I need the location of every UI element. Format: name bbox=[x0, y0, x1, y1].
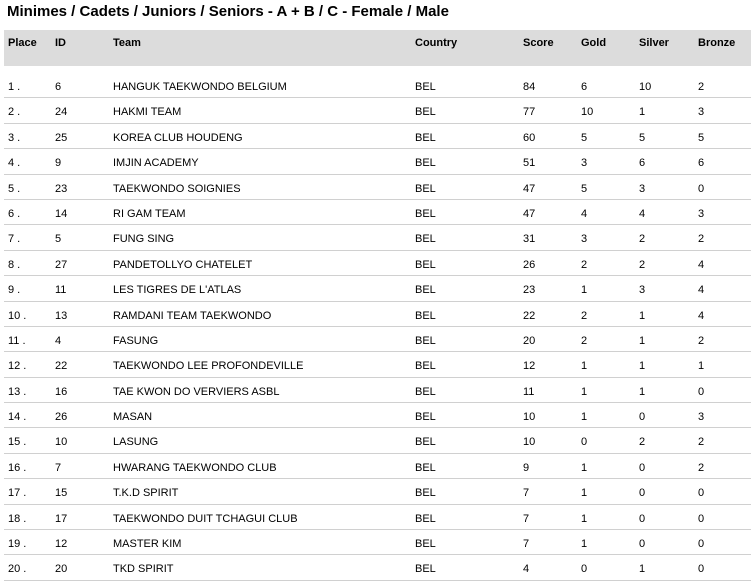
table-row bbox=[4, 149, 751, 174]
cell-place: 19 . bbox=[8, 538, 27, 551]
column-header-bronze: Bronze bbox=[698, 37, 736, 49]
table-row bbox=[4, 98, 751, 123]
cell-bronze: 2 bbox=[698, 233, 705, 246]
cell-score: 7 bbox=[523, 512, 530, 525]
cell-score: 20 bbox=[523, 334, 536, 347]
cell-country: BEL bbox=[415, 258, 436, 271]
cell-place: 10 . bbox=[8, 309, 27, 322]
table-row bbox=[4, 225, 751, 250]
cell-country: BEL bbox=[415, 207, 436, 220]
table-row bbox=[4, 505, 751, 530]
cell-silver: 1 bbox=[639, 563, 646, 576]
cell-bronze: 3 bbox=[698, 106, 705, 119]
cell-silver: 0 bbox=[639, 538, 646, 551]
cell-bronze: 5 bbox=[698, 131, 705, 144]
cell-silver: 1 bbox=[639, 360, 646, 373]
cell-country: BEL bbox=[415, 538, 436, 551]
cell-silver: 0 bbox=[639, 461, 646, 474]
cell-id: 11 bbox=[55, 284, 67, 297]
cell-country: BEL bbox=[415, 131, 436, 144]
cell-country: BEL bbox=[415, 309, 436, 322]
cell-score: 22 bbox=[523, 309, 536, 322]
cell-country: BEL bbox=[415, 436, 436, 449]
cell-id: 4 bbox=[55, 334, 62, 347]
cell-team: HANGUK TAEKWONDO BELGIUM bbox=[113, 81, 287, 93]
table-row bbox=[4, 428, 751, 453]
cell-silver: 4 bbox=[639, 207, 646, 220]
cell-country: BEL bbox=[415, 81, 436, 93]
table-row bbox=[4, 327, 751, 352]
cell-bronze: 1 bbox=[698, 360, 705, 373]
cell-place: 1 . bbox=[8, 81, 21, 93]
cell-country: BEL bbox=[415, 487, 436, 500]
cell-bronze: 6 bbox=[698, 157, 705, 170]
table-row bbox=[4, 352, 751, 377]
cell-gold: 2 bbox=[581, 309, 588, 322]
cell-team: FASUNG bbox=[113, 334, 159, 347]
cell-team: LASUNG bbox=[113, 436, 159, 449]
cell-place: 17 . bbox=[8, 487, 27, 500]
cell-team: RI GAM TEAM bbox=[113, 207, 186, 220]
cell-place: 6 . bbox=[8, 207, 21, 220]
cell-score: 12 bbox=[523, 360, 536, 373]
table-row bbox=[4, 378, 751, 403]
cell-country: BEL bbox=[415, 512, 436, 525]
cell-place: 4 . bbox=[8, 157, 21, 170]
column-header-gold: Gold bbox=[581, 37, 607, 49]
cell-team: PANDETOLLYO CHATELET bbox=[113, 258, 253, 271]
table-row bbox=[4, 175, 751, 200]
page-title: Minimes / Cadets / Juniors / Seniors - A + B / C - Female / Male bbox=[7, 3, 449, 20]
cell-id: 20 bbox=[55, 563, 68, 576]
cell-team: IMJIN ACADEMY bbox=[113, 157, 199, 170]
cell-country: BEL bbox=[415, 284, 436, 297]
column-header-score: Score bbox=[523, 37, 554, 49]
cell-country: BEL bbox=[415, 182, 436, 195]
cell-place: 18 . bbox=[8, 512, 27, 525]
table-row bbox=[4, 454, 751, 479]
cell-silver: 2 bbox=[639, 436, 646, 449]
cell-country: BEL bbox=[415, 411, 436, 424]
cell-score: 23 bbox=[523, 284, 536, 297]
cell-bronze: 4 bbox=[698, 309, 705, 322]
cell-gold: 1 bbox=[581, 512, 588, 525]
table-header bbox=[4, 30, 751, 66]
cell-place: 7 . bbox=[8, 233, 21, 246]
cell-gold: 1 bbox=[581, 411, 588, 424]
cell-score: 51 bbox=[523, 157, 536, 170]
cell-silver: 6 bbox=[639, 157, 646, 170]
cell-score: 26 bbox=[523, 258, 536, 271]
cell-place: 15 . bbox=[8, 436, 27, 449]
cell-score: 11 bbox=[523, 385, 535, 398]
cell-country: BEL bbox=[415, 334, 436, 347]
column-header-id: ID bbox=[55, 37, 66, 49]
cell-bronze: 4 bbox=[698, 284, 705, 297]
cell-team: TAEKWONDO LEE PROFONDEVILLE bbox=[113, 360, 304, 373]
cell-gold: 6 bbox=[581, 81, 588, 93]
cell-gold: 3 bbox=[581, 157, 588, 170]
cell-score: 31 bbox=[523, 233, 536, 246]
column-header-silver: Silver bbox=[639, 37, 669, 49]
table-row bbox=[4, 73, 751, 98]
cell-id: 27 bbox=[55, 258, 68, 271]
cell-team: TKD SPIRIT bbox=[113, 563, 174, 576]
cell-score: 84 bbox=[523, 81, 536, 93]
cell-place: 3 . bbox=[8, 131, 21, 144]
cell-country: BEL bbox=[415, 385, 436, 398]
cell-bronze: 2 bbox=[698, 334, 705, 347]
table-row bbox=[4, 555, 751, 580]
cell-id: 22 bbox=[55, 360, 68, 373]
cell-bronze: 0 bbox=[698, 512, 705, 525]
cell-gold: 1 bbox=[581, 284, 588, 297]
cell-silver: 0 bbox=[639, 487, 646, 500]
cell-team: MASTER KIM bbox=[113, 538, 182, 551]
cell-place: 16 . bbox=[8, 461, 27, 474]
cell-team: RAMDANI TEAM TAEKWONDO bbox=[113, 309, 272, 322]
column-header-place: Place bbox=[8, 37, 37, 49]
cell-team: TAE KWON DO VERVIERS ASBL bbox=[113, 385, 280, 398]
cell-bronze: 0 bbox=[698, 182, 705, 195]
cell-place: 9 . bbox=[8, 284, 21, 297]
cell-id: 13 bbox=[55, 309, 68, 322]
cell-score: 9 bbox=[523, 461, 530, 474]
cell-gold: 0 bbox=[581, 436, 588, 449]
cell-place: 8 . bbox=[8, 258, 21, 271]
cell-silver: 2 bbox=[639, 258, 646, 271]
cell-score: 47 bbox=[523, 207, 536, 220]
cell-team: HWARANG TAEKWONDO CLUB bbox=[113, 461, 277, 474]
cell-gold: 1 bbox=[581, 360, 588, 373]
cell-bronze: 4 bbox=[698, 258, 705, 271]
table-row bbox=[4, 276, 751, 301]
cell-id: 9 bbox=[55, 157, 62, 170]
cell-place: 11 . bbox=[8, 334, 26, 347]
cell-country: BEL bbox=[415, 157, 436, 170]
table-row bbox=[4, 302, 751, 327]
cell-place: 2 . bbox=[8, 106, 21, 119]
cell-bronze: 0 bbox=[698, 563, 705, 576]
cell-team: TAEKWONDO SOIGNIES bbox=[113, 182, 241, 195]
cell-id: 25 bbox=[55, 131, 68, 144]
cell-gold: 1 bbox=[581, 538, 588, 551]
cell-gold: 1 bbox=[581, 385, 588, 398]
cell-bronze: 0 bbox=[698, 538, 705, 551]
table-row bbox=[4, 479, 751, 504]
cell-country: BEL bbox=[415, 461, 436, 474]
cell-team: FUNG SING bbox=[113, 233, 175, 246]
cell-id: 15 bbox=[55, 487, 68, 500]
cell-team: LES TIGRES DE L'ATLAS bbox=[113, 284, 242, 297]
table-row bbox=[4, 200, 751, 225]
cell-score: 10 bbox=[523, 436, 536, 449]
cell-id: 14 bbox=[55, 207, 68, 220]
cell-score: 4 bbox=[523, 563, 530, 576]
cell-bronze: 0 bbox=[698, 487, 705, 500]
cell-gold: 5 bbox=[581, 182, 588, 195]
cell-bronze: 2 bbox=[698, 81, 705, 93]
cell-country: BEL bbox=[415, 106, 436, 119]
cell-silver: 2 bbox=[639, 233, 646, 246]
cell-country: BEL bbox=[415, 360, 436, 373]
cell-bronze: 2 bbox=[698, 461, 705, 474]
column-header-team: Team bbox=[113, 37, 141, 49]
results-table-body bbox=[4, 73, 751, 581]
cell-silver: 0 bbox=[639, 512, 646, 525]
cell-id: 6 bbox=[55, 81, 62, 93]
cell-id: 23 bbox=[55, 182, 68, 195]
cell-silver: 0 bbox=[639, 411, 646, 424]
table-row bbox=[4, 403, 751, 428]
cell-team: T.K.D SPIRIT bbox=[113, 487, 179, 500]
cell-place: 20 . bbox=[8, 563, 27, 576]
cell-id: 10 bbox=[55, 436, 68, 449]
cell-id: 5 bbox=[55, 233, 62, 246]
cell-score: 47 bbox=[523, 182, 536, 195]
cell-bronze: 2 bbox=[698, 436, 705, 449]
column-header-country: Country bbox=[415, 37, 458, 49]
table-row bbox=[4, 530, 751, 555]
cell-silver: 3 bbox=[639, 284, 646, 297]
cell-id: 12 bbox=[55, 538, 68, 551]
cell-bronze: 3 bbox=[698, 411, 705, 424]
cell-team: TAEKWONDO DUIT TCHAGUI CLUB bbox=[113, 512, 298, 525]
cell-gold: 5 bbox=[581, 131, 588, 144]
cell-place: 5 . bbox=[8, 182, 21, 195]
cell-id: 24 bbox=[55, 106, 68, 119]
cell-bronze: 0 bbox=[698, 385, 705, 398]
cell-team: MASAN bbox=[113, 411, 153, 424]
cell-bronze: 3 bbox=[698, 207, 705, 220]
cell-team: KOREA CLUB HOUDENG bbox=[113, 131, 243, 144]
cell-gold: 0 bbox=[581, 563, 588, 576]
table-row bbox=[4, 251, 751, 276]
cell-silver: 1 bbox=[639, 106, 646, 119]
cell-id: 16 bbox=[55, 385, 68, 398]
cell-id: 17 bbox=[55, 512, 68, 525]
cell-country: BEL bbox=[415, 233, 436, 246]
cell-team: HAKMI TEAM bbox=[113, 106, 182, 119]
cell-gold: 2 bbox=[581, 258, 588, 271]
cell-place: 12 . bbox=[8, 360, 27, 373]
cell-place: 13 . bbox=[8, 385, 27, 398]
cell-score: 7 bbox=[523, 538, 530, 551]
cell-score: 77 bbox=[523, 106, 536, 119]
cell-gold: 2 bbox=[581, 334, 588, 347]
cell-silver: 10 bbox=[639, 81, 652, 93]
cell-silver: 3 bbox=[639, 182, 646, 195]
cell-silver: 1 bbox=[639, 309, 646, 322]
cell-score: 60 bbox=[523, 131, 536, 144]
cell-silver: 5 bbox=[639, 131, 646, 144]
table-row bbox=[4, 124, 751, 149]
cell-gold: 10 bbox=[581, 106, 594, 119]
cell-silver: 1 bbox=[639, 385, 646, 398]
cell-id: 7 bbox=[55, 461, 62, 474]
cell-gold: 4 bbox=[581, 207, 588, 220]
cell-gold: 1 bbox=[581, 487, 588, 500]
cell-country: BEL bbox=[415, 563, 436, 576]
cell-score: 10 bbox=[523, 411, 536, 424]
cell-id: 26 bbox=[55, 411, 68, 424]
cell-score: 7 bbox=[523, 487, 530, 500]
cell-silver: 1 bbox=[639, 334, 646, 347]
cell-place: 14 . bbox=[8, 411, 27, 424]
cell-gold: 3 bbox=[581, 233, 588, 246]
cell-gold: 1 bbox=[581, 461, 588, 474]
